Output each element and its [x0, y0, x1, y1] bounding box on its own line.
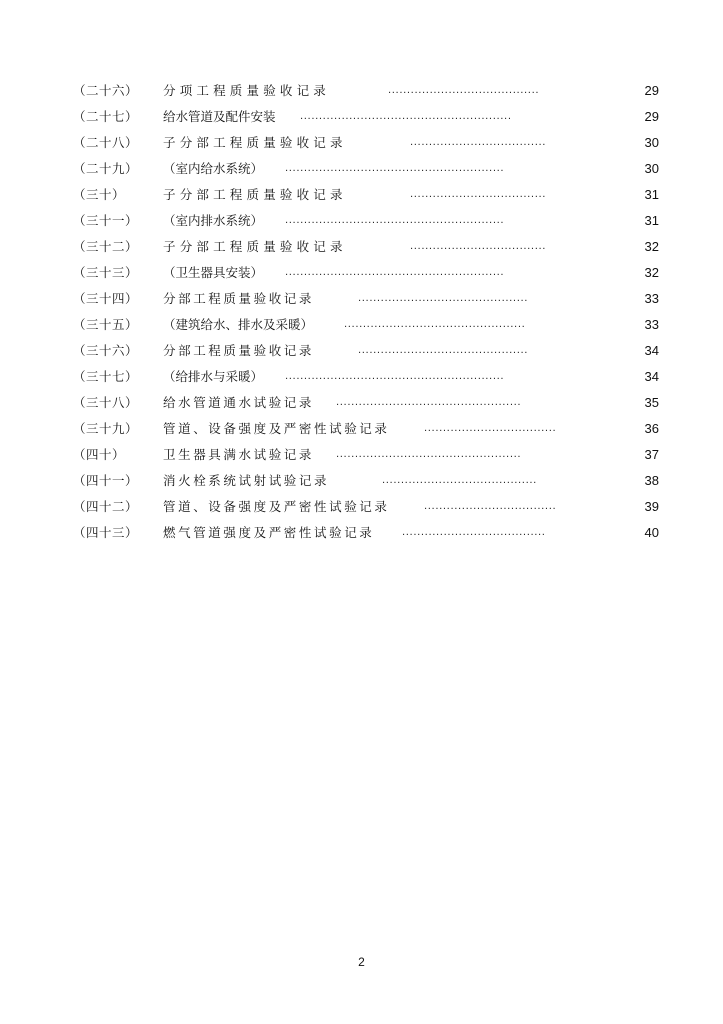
toc-entry[interactable] — [0, 286, 723, 312]
toc-leader-dots: ................................................. — [336, 397, 522, 408]
toc-entry-title: 分部工程质量验收记录 — [163, 343, 315, 358]
toc-entry-number: （三十七） — [73, 369, 139, 384]
toc-entry-title: （卫生器具安装） — [163, 265, 264, 280]
toc-entry-title: 给水管道通水试验记录 — [163, 395, 315, 410]
toc-leader-dots: ............................................. — [358, 345, 529, 356]
table-of-contents — [0, 78, 723, 546]
toc-entry-title: 消火栓系统试射试验记录 — [163, 473, 330, 488]
toc-entry[interactable] — [0, 312, 723, 338]
toc-entry-number: （三十六） — [73, 343, 139, 358]
toc-leader-dots: ............................................. — [358, 293, 529, 304]
toc-entry-page: 30 — [644, 135, 659, 150]
toc-entry[interactable] — [0, 494, 723, 520]
toc-entry-number: （二十八） — [73, 135, 139, 150]
toc-entry[interactable] — [0, 208, 723, 234]
toc-entry-title: 子分部工程质量验收记录 — [163, 187, 347, 202]
toc-entry-number: （三十八） — [73, 395, 139, 410]
toc-entry[interactable] — [0, 130, 723, 156]
toc-entry-number: （四十一） — [73, 473, 139, 488]
toc-leader-dots: ........................................................ — [300, 111, 512, 122]
toc-leader-dots: ................................................ — [344, 319, 526, 330]
toc-entry-title: （建筑给水、排水及采暖） — [163, 317, 314, 332]
toc-entry[interactable] — [0, 364, 723, 390]
toc-entry-number: （三十） — [73, 187, 126, 202]
toc-entry[interactable] — [0, 390, 723, 416]
toc-leader-dots: ................................................. — [336, 449, 522, 460]
toc-entry-number: （四十三） — [73, 525, 139, 540]
toc-entry-title: 管道、设备强度及严密性试验记录 — [163, 499, 390, 514]
toc-entry-page: 31 — [644, 213, 659, 228]
toc-entry-page: 32 — [644, 265, 659, 280]
toc-entry-page: 33 — [644, 317, 659, 332]
toc-leader-dots: ................................... — [424, 423, 557, 434]
toc-entry[interactable] — [0, 260, 723, 286]
toc-entry[interactable] — [0, 468, 723, 494]
toc-entry-page: 33 — [644, 291, 659, 306]
toc-entry-page: 34 — [644, 343, 659, 358]
toc-entry-title: （给排水与采暖） — [163, 369, 264, 384]
toc-entry-title: 给水管道及配件安装 — [163, 109, 276, 124]
page-number: 2 — [358, 955, 365, 969]
toc-entry-page: 29 — [644, 109, 659, 124]
toc-entry-page: 36 — [644, 421, 659, 436]
toc-entry-page: 37 — [644, 447, 659, 462]
toc-entry-number: （二十六） — [73, 83, 139, 98]
toc-entry[interactable] — [0, 104, 723, 130]
toc-entry-page: 31 — [644, 187, 659, 202]
toc-entry-title: 分项工程质量验收记录 — [163, 83, 331, 98]
toc-entry-page: 34 — [644, 369, 659, 384]
toc-entry-title: （室内给水系统） — [163, 161, 264, 176]
toc-entry[interactable] — [0, 338, 723, 364]
toc-entry[interactable] — [0, 416, 723, 442]
toc-leader-dots: ......................................... — [382, 475, 537, 486]
toc-leader-dots: .................................... — [410, 189, 547, 200]
toc-entry-number: （三十一） — [73, 213, 139, 228]
toc-entry[interactable] — [0, 78, 723, 104]
toc-entry-number: （四十） — [73, 447, 126, 462]
toc-entry-number: （二十九） — [73, 161, 139, 176]
toc-entry[interactable] — [0, 156, 723, 182]
toc-entry-title: 燃气管道强度及严密性试验记录 — [163, 525, 375, 540]
toc-entry-page: 40 — [644, 525, 659, 540]
toc-entry-number: （三十四） — [73, 291, 139, 306]
toc-leader-dots: .......................................................... — [285, 215, 505, 226]
toc-entry-number: （四十二） — [73, 499, 139, 514]
toc-entry-number: （三十三） — [73, 265, 139, 280]
toc-entry-title: 管道、设备强度及严密性试验记录 — [163, 421, 390, 436]
toc-leader-dots: .................................... — [410, 137, 547, 148]
toc-entry-page: 30 — [644, 161, 659, 176]
toc-entry-number: （三十九） — [73, 421, 139, 436]
toc-entry-page: 35 — [644, 395, 659, 410]
toc-entry-number: （二十七） — [73, 109, 139, 124]
toc-entry-number: （三十五） — [73, 317, 139, 332]
toc-entry[interactable] — [0, 182, 723, 208]
toc-entry[interactable] — [0, 442, 723, 468]
toc-entry-title: 子分部工程质量验收记录 — [163, 239, 347, 254]
toc-leader-dots: .......................................................... — [285, 267, 505, 278]
toc-entry-title: 卫生器具满水试验记录 — [163, 447, 315, 462]
toc-leader-dots: .................................... — [410, 241, 547, 252]
toc-entry[interactable] — [0, 520, 723, 546]
toc-entry-title: 分部工程质量验收记录 — [163, 291, 315, 306]
toc-leader-dots: ...................................... — [402, 527, 546, 538]
toc-entry-page: 29 — [644, 83, 659, 98]
toc-entry-page: 38 — [644, 473, 659, 488]
toc-entry-title: 子分部工程质量验收记录 — [163, 135, 347, 150]
toc-entry-number: （三十二） — [73, 239, 139, 254]
toc-entry-page: 39 — [644, 499, 659, 514]
toc-leader-dots: .......................................................... — [285, 371, 505, 382]
toc-entry[interactable] — [0, 234, 723, 260]
toc-entry-title: （室内排水系统） — [163, 213, 264, 228]
toc-leader-dots: .......................................................... — [285, 163, 505, 174]
toc-leader-dots: ........................................ — [388, 85, 540, 96]
toc-entry-page: 32 — [644, 239, 659, 254]
toc-leader-dots: ................................... — [424, 501, 557, 512]
